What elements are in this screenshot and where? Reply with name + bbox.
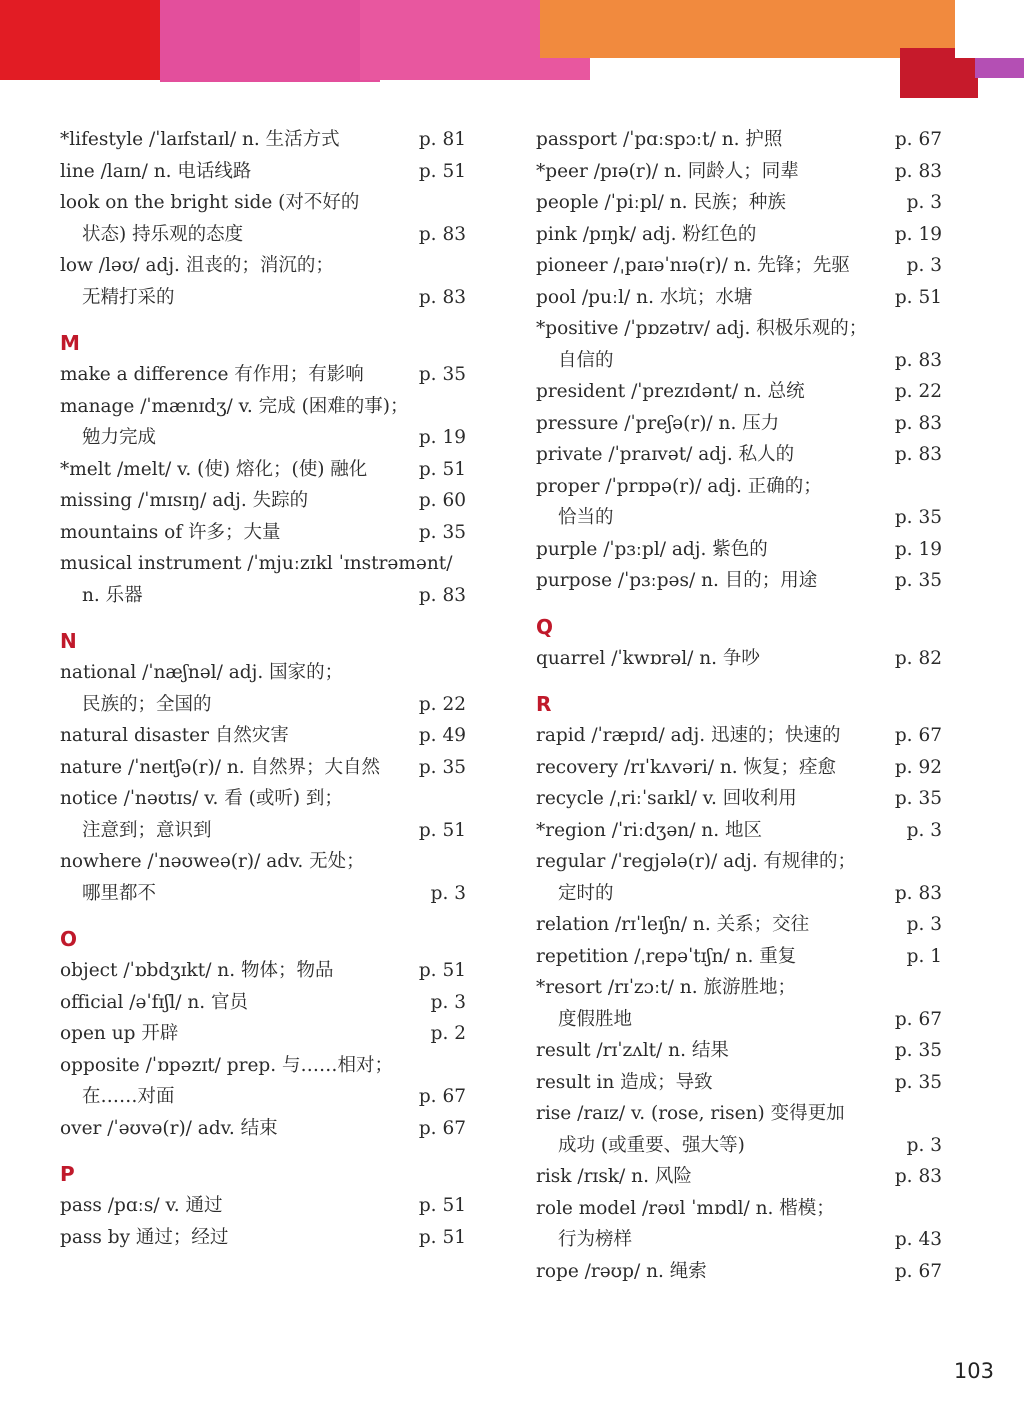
entry-page-ref: p. 67 xyxy=(418,1086,466,1107)
glossary-entry xyxy=(536,250,946,282)
glossary-entry xyxy=(60,752,470,784)
entry-text: result in 造成；导致 xyxy=(536,1071,713,1093)
glossary-entry xyxy=(536,534,946,566)
entry-text: relation /rɪˈleɪʃn/ n. 关系；交往 xyxy=(536,914,810,935)
entry-text-continued: 民族的；全国的 xyxy=(82,693,212,715)
entry-page-ref: p. 35 xyxy=(894,570,942,591)
entry-page-ref: p. 49 xyxy=(418,725,466,746)
glossary-entry xyxy=(536,972,946,1035)
entry-page-ref: p. 3 xyxy=(430,991,466,1013)
entry-text-continued: 哪里都不 xyxy=(82,882,157,904)
entry-page-ref: p. 3 xyxy=(906,819,942,841)
entry-text: recovery /rɪˈkʌvəri/ n. 恢复；痊愈 xyxy=(536,756,837,778)
entry-page-ref: p. 35 xyxy=(894,788,942,809)
entry-page-ref: p. 3 xyxy=(906,192,942,213)
entry-text: purpose /ˈpɜːpəs/ n. 目的；用途 xyxy=(536,570,818,591)
glossary-entry xyxy=(536,1035,946,1067)
glossary-entry xyxy=(536,408,946,440)
entry-page-ref: p. 22 xyxy=(894,381,942,402)
entry-text-continued: 度假胜地 xyxy=(558,1008,633,1030)
glossary-entry xyxy=(536,1098,946,1161)
entry-page-ref: p. 1 xyxy=(906,945,942,967)
header-orange-block xyxy=(540,0,960,58)
entry-page-ref: p. 83 xyxy=(894,882,942,904)
entry-page-ref: p. 83 xyxy=(894,160,942,182)
entry-text: notice /ˈnəʊtɪs/ v. 看 (或听) 到； xyxy=(60,788,343,809)
entry-page-ref: p. 22 xyxy=(418,693,466,715)
section-letter: Q xyxy=(536,614,554,639)
entry-text: result /rɪˈzʌlt/ n. 结果 xyxy=(536,1040,729,1061)
entry-text: private /ˈpraɪvət/ adj. 私人的 xyxy=(536,444,795,465)
entry-page-ref: p. 51 xyxy=(418,960,466,981)
entry-text: mountains of 许多；大量 xyxy=(60,521,281,543)
section-letter: N xyxy=(60,629,77,653)
entry-page-ref: p. 60 xyxy=(418,490,466,511)
glossary-entry xyxy=(60,391,470,454)
entry-page-ref: p. 83 xyxy=(418,584,466,606)
entry-text: open up 开辟 xyxy=(60,1023,179,1044)
entry-page-ref: p. 67 xyxy=(894,1260,942,1282)
entry-text: repetition /ˌrepəˈtɪʃn/ n. 重复 xyxy=(536,945,797,967)
entry-text: nature /ˈneɪtʃə(r)/ n. 自然界；大自然 xyxy=(60,756,381,778)
entry-text: role model /rəʊl ˈmɒdl/ n. 楷模； xyxy=(536,1197,835,1219)
entry-text: line /laɪn/ n. 电话线路 xyxy=(60,160,252,182)
header-light-block xyxy=(955,0,1024,58)
entry-text: *region /ˈriːdʒən/ n. 地区 xyxy=(536,819,762,841)
entry-page-ref: p. 67 xyxy=(418,1117,466,1139)
entry-text: rope /rəʊp/ n. 绳索 xyxy=(536,1260,707,1282)
entry-page-ref: p. 3 xyxy=(430,882,466,904)
glossary-entry xyxy=(536,282,946,314)
glossary-entry xyxy=(60,548,470,611)
entry-page-ref: p. 51 xyxy=(894,286,942,308)
entry-page-ref: p. 35 xyxy=(418,364,466,385)
glossary-entry xyxy=(536,643,946,675)
entry-text: rise /raɪz/ v. (rose, risen) 变得更加 xyxy=(536,1103,845,1124)
glossary-entry xyxy=(60,250,470,313)
entry-text-continued: 状态) 持乐观的态度 xyxy=(82,223,244,245)
entry-text-continued: 无精打采的 xyxy=(82,286,175,308)
entry-text: object /ˈɒbdʒɪkt/ n. 物体；物品 xyxy=(60,960,334,981)
entry-page-ref: p. 35 xyxy=(418,756,466,778)
glossary-entry xyxy=(536,313,946,376)
entry-page-ref: p. 83 xyxy=(418,286,466,308)
glossary-entry xyxy=(60,517,470,549)
glossary-entry xyxy=(60,1018,470,1050)
glossary-entry xyxy=(60,1222,470,1254)
glossary-entry xyxy=(536,124,946,156)
header-pink-block xyxy=(160,0,380,82)
entry-text-continued: 定时的 xyxy=(558,882,614,904)
glossary-entry xyxy=(60,955,470,987)
glossary-left-column xyxy=(60,124,470,1253)
entry-text: official /əˈfɪʃl/ n. 官员 xyxy=(60,991,249,1013)
glossary-entry xyxy=(60,485,470,517)
entry-page-ref: p. 35 xyxy=(418,521,466,543)
entry-page-ref: p. 2 xyxy=(430,1023,466,1044)
section-letter: O xyxy=(60,927,78,951)
entry-text-continued: 自信的 xyxy=(558,349,614,371)
entry-text: low /ləʊ/ adj. 沮丧的；消沉的； xyxy=(60,255,334,276)
entry-text: nowhere /ˈnəʊweə(r)/ adv. 无处； xyxy=(60,851,365,872)
glossary-entry xyxy=(536,471,946,534)
entry-text: *resort /rɪˈzɔːt/ n. 旅游胜地； xyxy=(536,977,796,998)
glossary-entry xyxy=(60,846,470,909)
entry-text-continued: 在……对面 xyxy=(82,1086,175,1107)
glossary-entry xyxy=(536,439,946,471)
entry-text: *peer /pɪə(r)/ n. 同龄人；同辈 xyxy=(536,160,799,182)
glossary-entry xyxy=(60,1113,470,1145)
glossary-entry xyxy=(60,187,470,250)
glossary-entry xyxy=(60,1050,470,1113)
glossary-entry xyxy=(536,846,946,909)
entry-page-ref: p. 51 xyxy=(418,819,466,841)
entry-page-ref: p. 83 xyxy=(894,349,942,371)
entry-text: risk /rɪsk/ n. 风险 xyxy=(536,1166,692,1187)
entry-page-ref: p. 19 xyxy=(894,538,942,560)
glossary-entry xyxy=(60,720,470,752)
glossary-entry xyxy=(60,454,470,486)
entry-text-continued: 注意到；意识到 xyxy=(82,819,212,841)
glossary-right-column xyxy=(536,124,946,1287)
glossary-entry xyxy=(536,156,946,188)
entry-text: look on the bright side (对不好的 xyxy=(60,192,360,213)
glossary-entry xyxy=(536,1193,946,1256)
entry-text: opposite /ˈɒpəzɪt/ prep. 与……相对； xyxy=(60,1054,394,1076)
entry-text: president /ˈprezɪdənt/ n. 总统 xyxy=(536,381,805,402)
entry-page-ref: p. 83 xyxy=(418,223,466,245)
entry-text: make a difference 有作用；有影响 xyxy=(60,364,364,385)
glossary-entry xyxy=(536,1161,946,1193)
entry-text: pass /pɑːs/ v. 通过 xyxy=(60,1195,223,1216)
glossary-entry xyxy=(536,187,946,219)
entry-text: pass by 通过；经过 xyxy=(60,1226,229,1248)
glossary-entry xyxy=(60,359,470,391)
header-purple-strip xyxy=(975,58,1024,78)
glossary-entry xyxy=(60,124,470,156)
entry-text: *positive /ˈpɒzətɪv/ adj. 积极乐观的； xyxy=(536,318,868,339)
entry-page-ref: p. 67 xyxy=(894,1008,942,1030)
entry-text: musical instrument /ˈmjuːzɪkl ˈɪnstrəmənt/ xyxy=(60,553,453,574)
glossary-entry xyxy=(536,720,946,752)
glossary-entry xyxy=(536,219,946,251)
glossary-entry xyxy=(536,783,946,815)
glossary-entry xyxy=(536,815,946,847)
entry-page-ref: p. 83 xyxy=(894,412,942,434)
entry-page-ref: p. 19 xyxy=(418,427,466,448)
entry-text: purple /ˈpɜːpl/ adj. 紫色的 xyxy=(536,538,768,560)
header-decoration xyxy=(0,0,1024,110)
entry-text: missing /ˈmɪsɪŋ/ adj. 失踪的 xyxy=(60,490,309,511)
entry-page-ref: p. 67 xyxy=(894,129,942,150)
entry-text-continued: n. 乐器 xyxy=(82,584,143,606)
entry-text: pressure /ˈpreʃə(r)/ n. 压力 xyxy=(536,412,780,434)
entry-page-ref: p. 51 xyxy=(418,160,466,182)
entry-page-ref: p. 67 xyxy=(894,725,942,746)
entry-page-ref: p. 35 xyxy=(894,507,942,528)
entry-page-ref: p. 35 xyxy=(894,1071,942,1093)
glossary-entry xyxy=(60,1190,470,1222)
entry-text: pool /puːl/ n. 水坑；水塘 xyxy=(536,286,753,308)
entry-page-ref: p. 3 xyxy=(906,914,942,935)
section-letter: M xyxy=(60,331,80,355)
glossary-entry xyxy=(60,987,470,1019)
entry-text: passport /ˈpɑːspɔːt/ n. 护照 xyxy=(536,129,783,150)
entry-text-continued: 恰当的 xyxy=(558,507,614,528)
entry-text-continued: 行为榜样 xyxy=(558,1229,633,1250)
glossary-entry xyxy=(60,156,470,188)
entry-page-ref: p. 3 xyxy=(906,1134,942,1156)
entry-page-ref: p. 19 xyxy=(894,223,942,245)
entry-text: national /ˈnæʃnəl/ adj. 国家的； xyxy=(60,662,344,683)
glossary-entry xyxy=(536,565,946,597)
entry-text: pink /pɪŋk/ adj. 粉红色的 xyxy=(536,223,757,245)
section-letter: R xyxy=(536,692,552,716)
glossary-entry xyxy=(536,1067,946,1099)
entry-text: recycle /ˌriːˈsaɪkl/ v. 回收利用 xyxy=(536,788,797,809)
entry-page-ref: p. 43 xyxy=(894,1229,942,1250)
entry-page-ref: p. 83 xyxy=(894,1166,942,1187)
entry-page-ref: p. 92 xyxy=(894,756,942,778)
entry-text: pioneer /ˌpaɪəˈnɪə(r)/ n. 先锋；先驱 xyxy=(536,255,850,276)
glossary-entry xyxy=(536,752,946,784)
entry-text: over /ˈəʊvə(r)/ adv. 结束 xyxy=(60,1117,278,1139)
entry-text-continued: 勉力完成 xyxy=(82,427,157,448)
page-number: 103 xyxy=(953,1359,994,1383)
entry-text: *melt /melt/ v. (使) 熔化；(使) 融化 xyxy=(60,458,368,480)
entry-page-ref: p. 51 xyxy=(418,1195,466,1216)
glossary-entry xyxy=(536,376,946,408)
entry-text: people /ˈpiːpl/ n. 民族；种族 xyxy=(536,192,786,213)
entry-text: regular /ˈregjələ(r)/ adj. 有规律的； xyxy=(536,851,856,872)
entry-page-ref: p. 82 xyxy=(894,647,942,669)
entry-page-ref: p. 35 xyxy=(894,1040,942,1061)
entry-page-ref: p. 51 xyxy=(418,458,466,480)
entry-text: rapid /ˈræpɪd/ adj. 迅速的；快速的 xyxy=(536,725,841,746)
glossary-entry xyxy=(536,909,946,941)
entry-text: proper /ˈprɒpə(r)/ adj. 正确的； xyxy=(536,475,822,497)
entry-page-ref: p. 81 xyxy=(418,129,466,150)
entry-page-ref: p. 3 xyxy=(906,255,942,276)
entry-text: quarrel /ˈkwɒrəl/ n. 争吵 xyxy=(536,647,760,669)
glossary-entry xyxy=(536,941,946,973)
glossary-entry xyxy=(536,1256,946,1288)
entry-text: natural disaster 自然灾害 xyxy=(60,725,289,746)
entry-text: manage /ˈmænɪdʒ/ v. 完成 (困难的事)； xyxy=(60,395,409,417)
entry-page-ref: p. 51 xyxy=(418,1226,466,1248)
entry-text: *lifestyle /ˈlaɪfstaɪl/ n. 生活方式 xyxy=(60,129,340,150)
glossary-entry xyxy=(60,783,470,846)
entry-page-ref: p. 83 xyxy=(894,444,942,465)
glossary-entry xyxy=(60,657,470,720)
entry-text-continued: 成功 (或重要、强大等) xyxy=(558,1134,745,1156)
section-letter: P xyxy=(60,1162,75,1186)
